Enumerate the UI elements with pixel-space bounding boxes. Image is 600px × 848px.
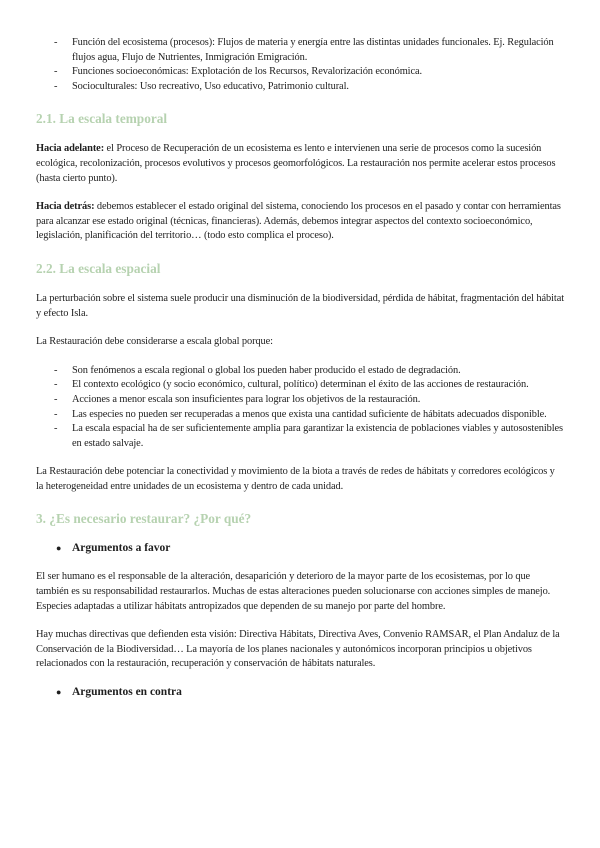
dash-marker: -: [54, 364, 58, 376]
heading-why-restore: 3. ¿Es necesario restaurar? ¿Por qué?: [36, 511, 252, 527]
paragraph-perturbation: La perturbación sobre el sistema suele producir una disminución de la biodiversidad, pérdida de hábitat, fragmentación del hábitat y efecto Isla.: [36, 292, 564, 319]
list-item: - Funciones socioeconómicas: Explotación de los Recursos, Revalorización económica.: [36, 65, 564, 80]
dash-marker: -: [54, 37, 58, 48]
dash-marker: -: [54, 379, 58, 391]
list-item: - El contexto ecológico (y socio económico, cultural, político) determinan el éxito de las acciones de restauración.: [36, 378, 564, 393]
list-item: - Acciones a menor escala son insuficientes para lograr los objetivos de la restauración.: [36, 393, 564, 408]
reasons-list: [36, 364, 564, 452]
subheading-arguments-against: ● Argumentos en contra: [56, 686, 182, 699]
document-page: [36, 32, 564, 700]
bullet-icon: ●: [56, 543, 62, 554]
dash-marker: -: [54, 408, 58, 420]
label-forward: Hacia adelante:: [36, 143, 105, 155]
bullet-icon: ●: [56, 687, 62, 698]
list-item: - Las especies no pueden ser recuperadas a menos que exista una cantidad suficiente de hábitats adecuados disponible.: [36, 408, 564, 423]
paragraph-responsibility: El ser humano es el responsable de la alteración, desaparición y deterioro de la mayor parte de los ecosistemas, por lo que también es su responsabilidad restaurarlos. Muchas de estas alteraciones pueden solucionarse con acciones simples de manejo. Especies adaptadas a utilizar hábitats antropizados que dependen de su manejo por parte del hombre.: [36, 571, 551, 612]
heading-temporal-scale: 2.1. La escala temporal: [36, 111, 168, 127]
label-backward: Hacia detrás:: [36, 201, 95, 213]
paragraph-directives: Hay muchas directivas que defienden esta visión: Directiva Hábitats, Directiva Aves, Convenio RAMSAR, el Plan Andaluz de la Conservación de la Biodiversidad… La mayoría de los planes nacionales y autonómicos incorporan principios u objetivos relacionados con la restauración, recuperación y conservación de hábitats naturales.: [36, 629, 560, 670]
paragraph-connectivity: La Restauración debe potenciar la conectividad y movimiento de la biota a través de redes de hábitats y corredores ecológicos y la heterogeneidad entre unidades de un ecosistema y dentro de cada unidad.: [36, 466, 555, 492]
dash-marker: -: [54, 80, 58, 92]
subheading-arguments-for: ● Argumentos a favor: [56, 542, 171, 555]
function-list: [36, 36, 564, 94]
heading-spatial-scale: 2.2. La escala espacial: [36, 260, 161, 276]
list-item: - La escala espacial ha de ser suficientemente amplia para garantizar la existencia de poblaciones viables y autosostenibles en estado salvaje.: [54, 423, 563, 449]
list-item: - Función del ecosistema (procesos): Flujos de materia y energía entre las distintas unidades funcionales. Ej. Regulación flujos agua, Flujo de Nutrientes, Inmigración Emigración.: [54, 37, 554, 63]
paragraph-backward: Hacia detrás: debemos establecer el estado original del sistema, conociendo los procesos en el pasado y contar con herramientas para alcanzar ese estado original (técnicas, financieras). Además, debemos integrar aspectos del contexto socioeconómico, legislación, planificación del territorio… (todo esto complica el proceso).: [36, 201, 561, 242]
paragraph-global-scale: La Restauración debe considerarse a escala global porque:: [36, 336, 273, 348]
list-item: - Socioculturales: Uso recreativo, Uso educativo, Patrimonio cultural.: [36, 80, 564, 95]
dash-marker: -: [54, 66, 58, 78]
paragraph-forward: Hacia adelante: el Proceso de Recuperación de un ecosistema es lento e intervienen una serie de procesos como la sucesión ecológica, recolonización, procesos evolutivos y procesos geomorfológicos. La restauración nos permite acelerar estos procesos (hasta cierto punto).: [36, 143, 556, 184]
dash-marker: -: [54, 393, 58, 405]
dash-marker: -: [54, 423, 58, 435]
list-item: - Son fenómenos a escala regional o global los pueden haber producido el estado de degradación.: [36, 364, 564, 379]
